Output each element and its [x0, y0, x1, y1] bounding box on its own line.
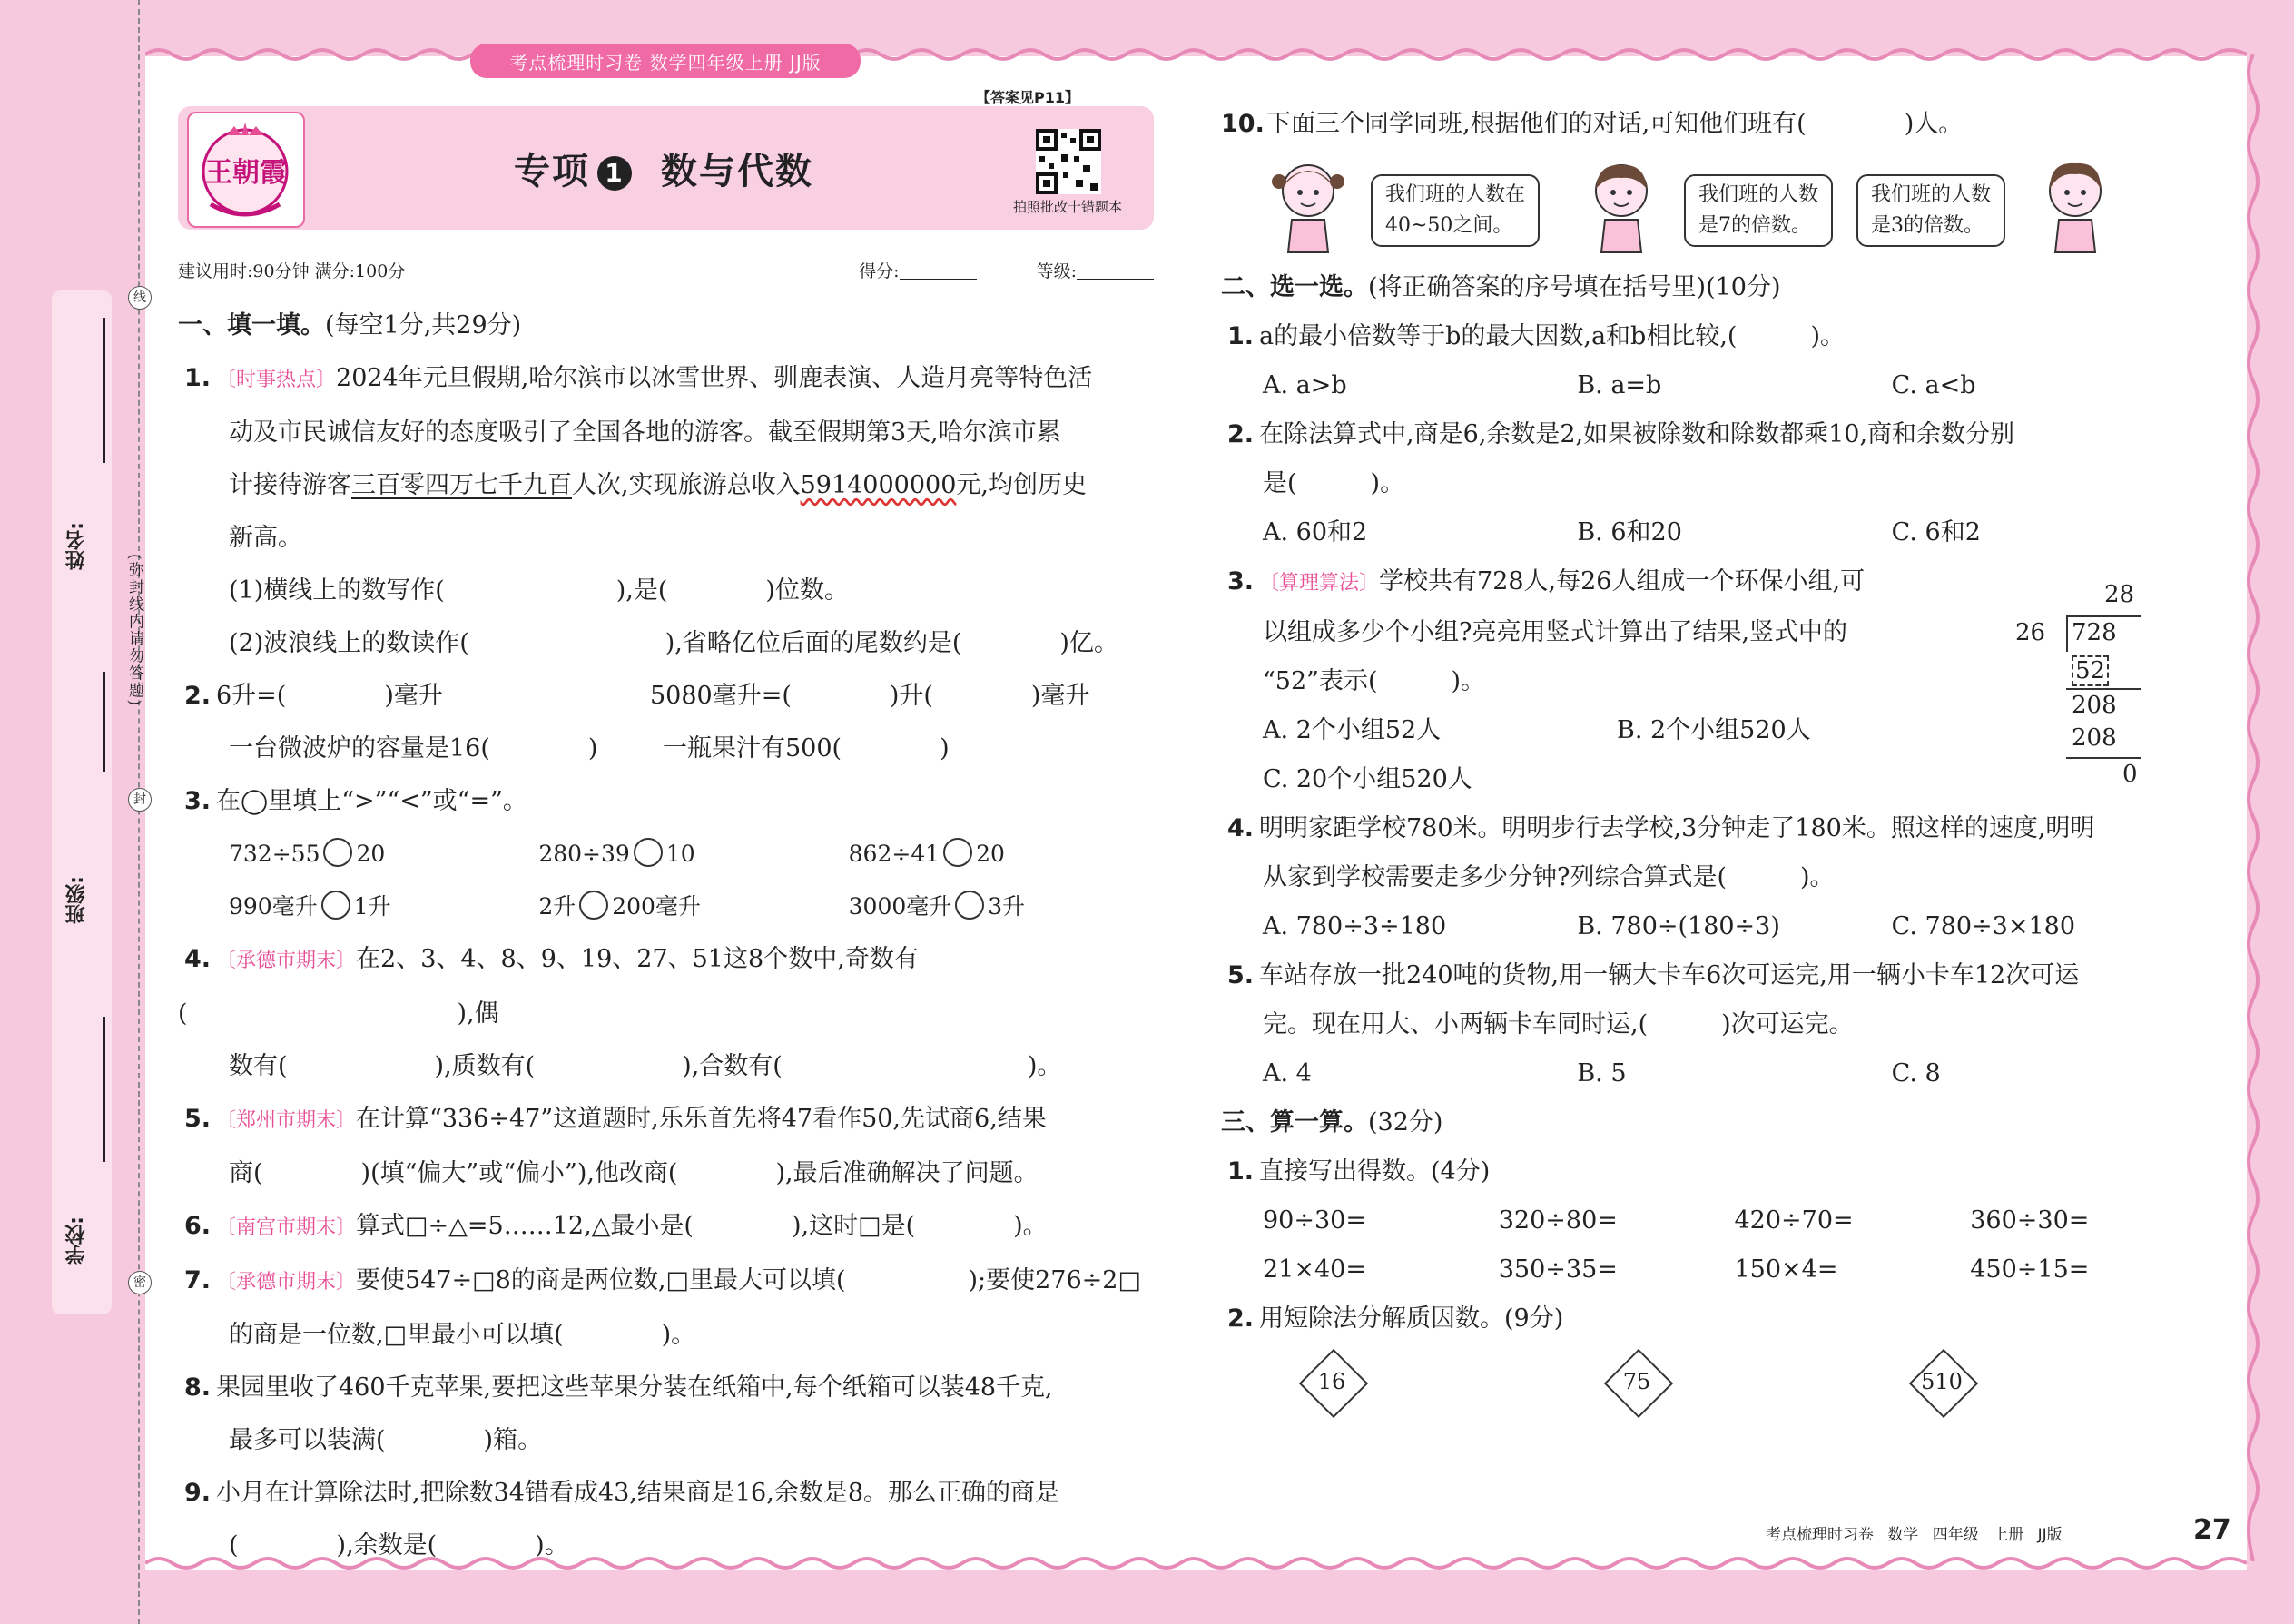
topic-title	[514, 143, 813, 194]
question-2: 2. 6升=( )毫升 5080毫升=( )升( )毫升 一台微波炉的容量是16( ) 一瓶果汁有500( )	[178, 670, 1158, 775]
name-label: 姓名:	[65, 522, 88, 570]
option-a[interactable]: A. 780÷3÷180	[1263, 912, 1447, 940]
speech-bubble-3: 我们班的人数 是3的倍数。	[1856, 174, 2005, 247]
question-8: 8. 果园里收了460千克苹果,要把这些苹果分装在纸箱中,每个纸箱可以装48千克, 最多可以装满( )箱。	[183, 1373, 1053, 1454]
right-column-sections	[1221, 263, 2206, 1343]
option-c[interactable]: C. 6和2	[1891, 518, 1981, 546]
oral-calc-item[interactable]: 320÷80=	[1498, 1206, 1618, 1235]
question-10: 10.下面三个同学同班,根据他们的对话,可知他们班有( )人。	[1221, 110, 1964, 138]
factor-number-75: 75	[1605, 1350, 1669, 1413]
score-blank[interactable]	[900, 262, 977, 280]
calc-question-1: 1. 直接写出得数。(4分) 90÷30= 320÷80= 420÷70= 360÷30= 21×40= 350÷35= 150×4= 450÷15=	[1221, 1147, 2206, 1294]
class-label: 班级:	[65, 876, 88, 924]
option-b[interactable]: B. 5	[1577, 1059, 1627, 1088]
ld-step-208b: 208	[2072, 724, 2117, 752]
seal-mark-line: 线	[128, 286, 152, 310]
page-number: 27	[2193, 1514, 2231, 1546]
calc-question-2: 2. 用短除法分解质因数。(9分)	[1226, 1304, 1564, 1333]
qr-code-icon[interactable]	[1036, 129, 1101, 194]
option-a[interactable]: A. 2个小组52人	[1263, 716, 1442, 744]
right-wave-border	[2240, 54, 2267, 1561]
question-4: 4. 〔承德市期末〕在2、3、4、8、9、19、27、51这8个数中,奇数有( ),偶 数有( ),质数有( ),合数有( )。	[178, 945, 1062, 1080]
compare-circle[interactable]	[634, 838, 663, 867]
section3-title: 三、算一算。(32分)	[1221, 1108, 1443, 1137]
question-6: 6. 〔南宫市期末〕算式□÷△=5……12,△最小是( ),这时□是( )。	[183, 1212, 1048, 1240]
compare-circle[interactable]	[955, 891, 984, 920]
oral-calc-item[interactable]: 21×40=	[1263, 1255, 1366, 1284]
compare-circle[interactable]	[579, 891, 608, 920]
option-c[interactable]: C. 780÷3×180	[1891, 912, 2076, 940]
qr-caption: 拍照批改十错题本	[1013, 199, 1123, 215]
section2-title: 二、选一选。(将正确答案的序号填在括号里)(10分)	[1221, 273, 1781, 301]
top-wave-border	[145, 45, 2247, 64]
ld-bracket-top	[2066, 615, 2141, 617]
compare-item: 280÷39 10	[538, 828, 848, 881]
question-3: 3. 在◯里填上“>”“<”或“=”。 732÷55 20 280÷39 10 862÷41 20 990毫升 1升 2升 200毫升 3000毫升 3升	[178, 775, 1158, 933]
compare-item: 3000毫升 3升	[849, 881, 1158, 933]
grade-label: 等级:	[1036, 261, 1077, 281]
option-b[interactable]: B. a=b	[1577, 371, 1662, 399]
logo-text: 王朝霞	[205, 157, 287, 189]
ld-rule-2	[2066, 757, 2141, 759]
choice-question-1: 1. a的最小倍数等于b的最大因数,a和b相比较,( )。 A. a>b B. a=b C. a<b	[1221, 312, 2206, 410]
left-column	[178, 300, 1158, 1572]
compare-item: 990毫升 1升	[229, 881, 538, 933]
ld-divisor: 26	[2015, 619, 2046, 646]
topic-number-badge: 1	[597, 156, 632, 191]
ld-step-52: 52	[2072, 655, 2109, 686]
question-9: 9. 小月在计算除法时,把除数34错看成43,结果商是16,余数是8。那么正确的商是 ( ),余数是( )。	[183, 1479, 1059, 1560]
boy-student-illustration-2	[2033, 154, 2117, 254]
wavy-number: 5914000000	[800, 471, 957, 499]
compare-circle[interactable]	[323, 838, 352, 867]
school-blank[interactable]	[103, 1017, 105, 1162]
q2-b[interactable]: 5080毫升=( )升( )毫升	[650, 682, 1090, 710]
compare-item: 732÷55 20	[229, 828, 538, 881]
speech-bubble-2: 我们班的人数 是7的倍数。	[1684, 174, 1833, 247]
ld-rule-1	[2066, 688, 2141, 690]
school-label: 学校:	[65, 1216, 88, 1265]
oral-calc-item[interactable]: 420÷70=	[1734, 1206, 1854, 1235]
score-grade	[859, 258, 1154, 282]
option-a[interactable]: A. 60和2	[1263, 518, 1368, 546]
choice-question-2: 2. 在除法算式中,商是6,余数是2,如果被除数和除数都乘10,商和余数分别 是( )。 A. 60和2 B. 6和20 C. 6和2	[1221, 410, 2206, 557]
seal-note: (弥封线内请勿答题)	[125, 554, 143, 708]
option-a[interactable]: A. 4	[1263, 1059, 1312, 1088]
student-info-strip	[52, 290, 112, 1314]
choice-question-4: 4. 明明家距学校780米。明明步行去学校,3分钟走了180米。照这样的速度,明明 从家到学校需要走多少分钟?列综合算式是( )。 A. 780÷3÷180 B. 780÷(180÷3) C. 780÷3×180	[1221, 804, 2206, 951]
compare-item: 862÷41 20	[849, 828, 1158, 881]
name-blank[interactable]	[103, 318, 105, 463]
option-b[interactable]: B. 780÷(180÷3)	[1577, 912, 1780, 940]
answer-reference: 【答案见P11】	[976, 89, 1079, 106]
seal-mark-secret: 密	[128, 1271, 152, 1294]
ld-remainder: 0	[2122, 761, 2138, 788]
girl-student-illustration	[1266, 154, 1350, 254]
oral-calc-item[interactable]: 450÷15=	[1970, 1255, 2090, 1284]
option-a[interactable]: A. a>b	[1263, 371, 1347, 399]
ld-dividend: 728	[2072, 619, 2117, 646]
compare-item: 2升 200毫升	[538, 881, 848, 933]
ld-quotient: 28	[2104, 581, 2135, 608]
q2-a[interactable]: 6升=( )毫升	[216, 682, 443, 710]
choice-question-3: 3. 〔算理算法〕学校共有728人,每26人组成一个环保小组,可 以组成多少个小组?亮亮用竖式计算出了结果,竖式中的 “52”表示( )。 A. 2个小组52人 B. 2个小组520人 C. 20个小组520人	[1221, 557, 2206, 804]
factor-number-16: 16	[1300, 1350, 1364, 1413]
tag-current-events: 〔时事热点〕	[216, 369, 337, 391]
oral-calc-item[interactable]: 360÷30=	[1970, 1206, 2090, 1235]
compare-circle[interactable]	[321, 891, 350, 920]
oral-calc-item[interactable]: 90÷30=	[1263, 1206, 1366, 1235]
speech-bubble-1: 我们班的人数在 40~50之间。	[1371, 174, 1540, 247]
long-division-figure	[2015, 581, 2151, 790]
class-blank[interactable]	[103, 672, 105, 772]
option-c[interactable]: C. 8	[1891, 1059, 1941, 1088]
seal-mark-seal: 封	[128, 788, 152, 812]
oral-calc-item[interactable]: 150×4=	[1734, 1255, 1838, 1284]
ld-bracket-side	[2066, 615, 2068, 652]
question-5: 5. 〔郑州市期末〕在计算“336÷47”这道题时,乐乐首先将47看作50,先试商6,结果 商( )(填“偏大”或“偏小”),他改商( ),最后准确解决了问题。	[183, 1105, 1047, 1187]
time-limit: 建议用时:90分钟 满分:100分	[178, 261, 406, 281]
topic-name: 数与代数	[661, 151, 813, 192]
question-1: 1. 〔时事热点〕2024年元旦假期,哈尔滨市以冰雪世界、驯鹿表演、人造月亮等特色活 动及市民诚信友好的态度吸引了全国各地的游客。截至假期第3天,哈尔滨市累 计接待游客三百零四万七千九百人次,实现旅游总收入5914000000元,均创历史 新高。 (1)横线上的数写作( ),是( )位数。 (2)波浪线上的数读作( ),省略亿位后面的尾数约是( )亿。	[178, 352, 1158, 670]
publisher-logo	[187, 112, 305, 228]
title-banner	[178, 106, 1154, 230]
q1-sub1[interactable]: (1)横线上的数写作( ),是( )位数。	[229, 576, 849, 605]
option-b[interactable]: B. 6和20	[1577, 518, 1682, 546]
option-c[interactable]: C. 20个小组520人	[1263, 765, 1472, 793]
factor-number-510: 510	[1910, 1350, 1974, 1413]
binding-dash-line	[138, 0, 140, 1624]
option-c[interactable]: C. a<b	[1891, 371, 1976, 399]
boy-student-illustration	[1580, 154, 1663, 254]
oral-calc-item[interactable]: 350÷35=	[1498, 1255, 1618, 1284]
question-7: 7. 〔承德市期末〕要使547÷□8的商是两位数,□里最大可以填( );要使276÷2□ 的商是一位数,□里最小可以填( )。	[183, 1266, 1141, 1349]
topic-prefix: 专项	[514, 151, 590, 192]
series-tab: 考点梳理时习卷 数学四年级上册 JJ版	[470, 44, 861, 78]
section1-title: 一、填一填。(每空1分,共29分)	[178, 311, 522, 340]
q1-sub2[interactable]: (2)波浪线上的数读作( ),省略亿位后面的尾数约是( )亿。	[229, 629, 1118, 657]
score-label: 得分:	[859, 261, 900, 281]
option-b[interactable]: B. 2个小组520人	[1617, 716, 1811, 744]
underlined-number: 三百零四万七千九百	[351, 471, 572, 499]
compare-circle[interactable]	[943, 838, 972, 867]
ld-step-208a: 208	[2072, 692, 2117, 719]
q2-d[interactable]: 一瓶果汁有500( )	[663, 734, 950, 763]
footer-series: 考点梳理时习卷 数学 四年级 上册 JJ版	[1766, 1526, 2063, 1544]
choice-question-5: 5. 车站存放一批240吨的货物,用一辆大卡车6次可运完,用一辆小卡车12次可运 完。现在用大、小两辆卡车同时运,( )次可运完。 A. 4 B. 5 C. 8	[1221, 951, 2206, 1098]
q2-c[interactable]: 一台微波炉的容量是16( )	[229, 734, 598, 763]
grade-blank[interactable]	[1077, 262, 1154, 280]
